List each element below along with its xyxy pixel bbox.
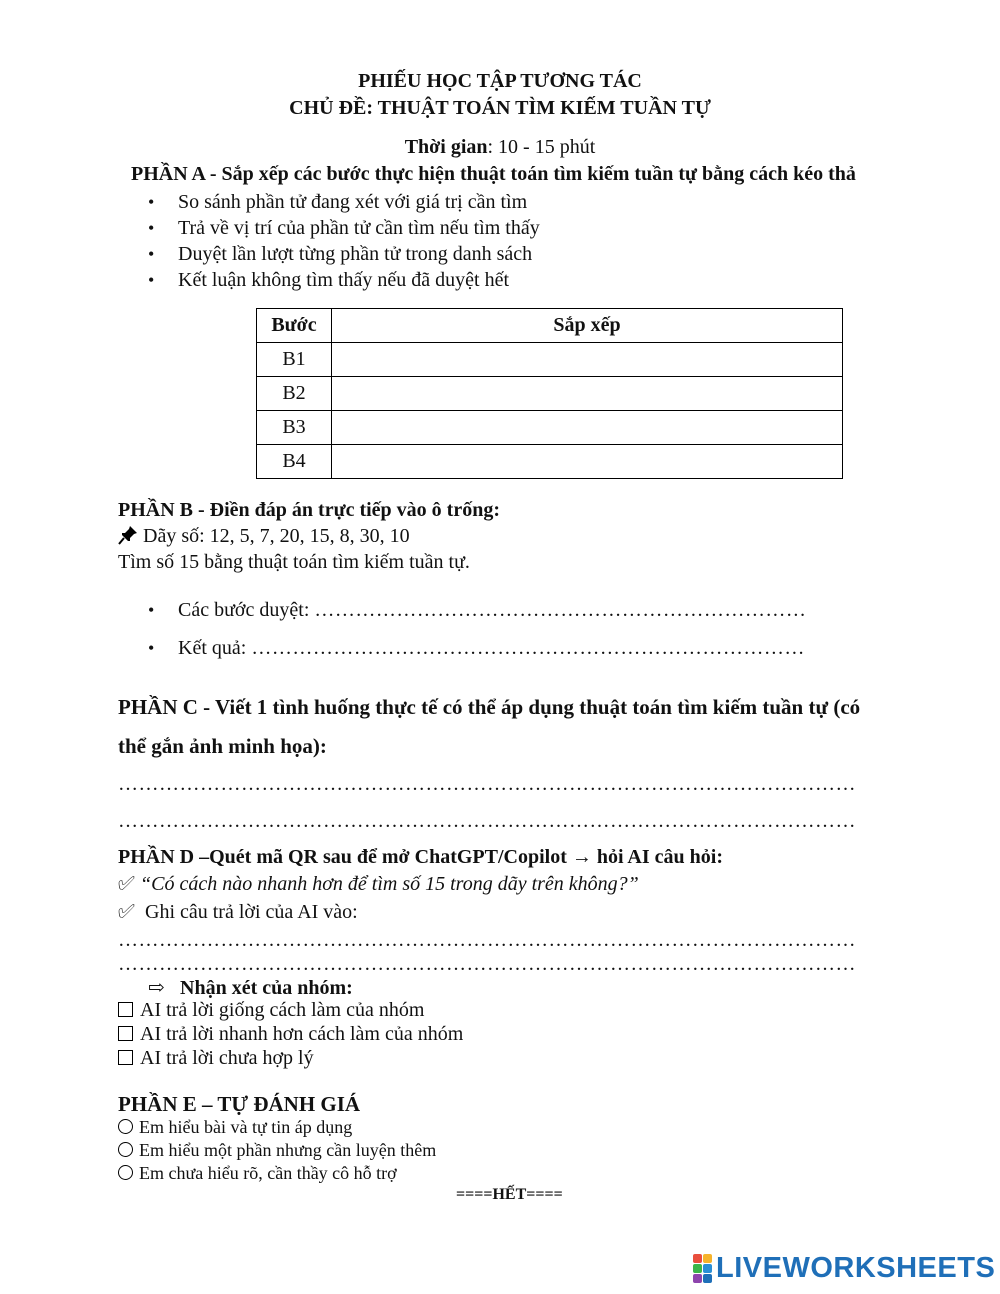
radio-button[interactable] <box>118 1165 133 1180</box>
step-label: B4 <box>257 445 332 479</box>
ai-answer-line[interactable]: ……………………………………………………………………………………………… <box>118 929 856 951</box>
part-c-answer-line[interactable]: ……………………………………………………………………………………………… <box>118 773 856 795</box>
logo-square <box>703 1264 712 1273</box>
draggable-step[interactable]: • Duyệt lần lượt từng phần tử trong danh sách <box>148 241 540 267</box>
result-input[interactable]: ……………………………………………………………………… <box>251 637 805 659</box>
sequence-line <box>118 525 410 548</box>
logo-square <box>693 1274 702 1283</box>
steps-label: Các bước duyệt: <box>178 599 315 621</box>
checkbox[interactable] <box>118 1026 133 1041</box>
worksheet-title: PHIẾU HỌC TẬP TƯƠNG TÁC <box>358 70 642 92</box>
ai-answer-line[interactable]: ……………………………………………………………………………………………… <box>118 953 856 975</box>
part-d-heading: PHẦN D –Quét mã QR sau để mở ChatGPT/Copilot → hỏi AI câu hỏi: <box>118 846 723 868</box>
steps-input[interactable]: ……………………………………………………………… <box>314 599 807 621</box>
self-eval-option[interactable] <box>118 1140 436 1161</box>
step-label: B3 <box>257 411 332 445</box>
part-b-heading: PHẦN B - Điền đáp án trực tiếp vào ô trống: <box>118 499 500 521</box>
record-line <box>118 901 358 924</box>
pushpin-icon <box>118 525 138 545</box>
review-option[interactable] <box>118 999 424 1022</box>
column-header-step: Bước <box>257 309 332 343</box>
review-option-label: AI trả lời giống cách làm của nhóm <box>140 999 425 1021</box>
checkbox[interactable] <box>118 1002 133 1017</box>
part-c-heading-line2: thể gắn ảnh minh họa): <box>118 734 327 758</box>
part-a-list <box>148 189 540 293</box>
result-label: Kết quả: <box>178 637 252 659</box>
checkbox[interactable] <box>118 1050 133 1065</box>
part-b-list <box>148 597 806 661</box>
self-eval-label: Em hiểu bài và tự tin áp dụng <box>139 1117 353 1137</box>
sequence-text: Dãy số: 12, 5, 7, 20, 15, 8, 30, 10 <box>138 525 410 547</box>
draggable-step[interactable]: • So sánh phần tử đang xét với giá trị cần tìm <box>148 189 540 215</box>
self-eval-label: Em hiểu một phần nhưng cần luyện thêm <box>139 1140 437 1160</box>
drop-zone-b1[interactable] <box>332 343 843 377</box>
ordering-table <box>256 308 843 479</box>
review-option[interactable] <box>118 1023 463 1046</box>
time-value: : 10 - 15 phút <box>487 136 596 158</box>
part-a-heading: PHẦN A - Sắp xếp các bước thực hiện thuật toán tìm kiếm tuần tự bằng cách kéo thả <box>131 163 856 185</box>
part-c-heading-line1: PHẦN C - Viết 1 tình huống thực tế có thể áp dụng thuật toán tìm kiếm tuần tự (có <box>118 695 861 719</box>
draggable-step[interactable]: • Trả về vị trí của phần tử cần tìm nếu tìm thấy <box>148 215 540 241</box>
check-icon: ✅︎ <box>118 873 135 895</box>
logo-square <box>703 1274 712 1283</box>
review-option[interactable] <box>118 1047 314 1070</box>
drop-zone-b2[interactable] <box>332 377 843 411</box>
review-option-label: AI trả lời nhanh hơn cách làm của nhóm <box>140 1023 464 1045</box>
steps-answer-line <box>148 597 806 635</box>
logo-square <box>703 1254 712 1263</box>
part-c-answer-line[interactable]: ……………………………………………………………………………………………… <box>118 810 856 832</box>
drop-zone-b4[interactable] <box>332 445 843 479</box>
question-line <box>118 873 639 896</box>
review-option-label: AI trả lời chưa hợp lý <box>140 1047 314 1069</box>
logo-mark-icon <box>693 1254 712 1283</box>
brand-name: LIVEWORKSHEETS <box>716 1252 996 1284</box>
self-eval-option[interactable] <box>118 1163 397 1184</box>
column-header-order: Sắp xếp <box>332 309 843 343</box>
time-label: Thời gian <box>404 136 488 158</box>
ai-question: “Có cách nào nhanh hơn để tìm số 15 trong dãy trên không?” <box>140 873 639 895</box>
worksheet-topic: CHỦ ĐỀ: THUẬT TOÁN TÌM KIẾM TUẦN TỰ <box>289 97 711 119</box>
part-e-heading: PHẦN E – TỰ ĐÁNH GIÁ <box>118 1092 361 1116</box>
review-heading-line <box>148 975 353 1000</box>
arrow-right-icon: ⇨ <box>148 977 165 999</box>
drop-zone-b3[interactable] <box>332 411 843 445</box>
logo-square <box>693 1264 702 1273</box>
step-label: B1 <box>257 343 332 377</box>
step-label: B2 <box>257 377 332 411</box>
draggable-step[interactable]: • Kết luận không tìm thấy nếu đã duyệt hết <box>148 267 540 293</box>
task-text: Tìm số 15 bằng thuật toán tìm kiếm tuần tự. <box>118 551 470 573</box>
self-eval-label: Em chưa hiểu rõ, cần thầy cô hỗ trợ <box>139 1163 397 1183</box>
review-heading: Nhận xét của nhóm: <box>180 977 353 999</box>
radio-button[interactable] <box>118 1119 133 1134</box>
end-marker: ====HẾT==== <box>456 1186 563 1203</box>
self-eval-option[interactable] <box>118 1117 352 1138</box>
logo-square <box>693 1254 702 1263</box>
liveworksheets-logo <box>693 1252 995 1285</box>
time-line <box>0 136 1000 159</box>
check-icon: ✅︎ <box>118 901 135 923</box>
radio-button[interactable] <box>118 1142 133 1157</box>
result-answer-line <box>148 635 806 661</box>
record-text: Ghi câu trả lời của AI vào: <box>140 901 358 923</box>
